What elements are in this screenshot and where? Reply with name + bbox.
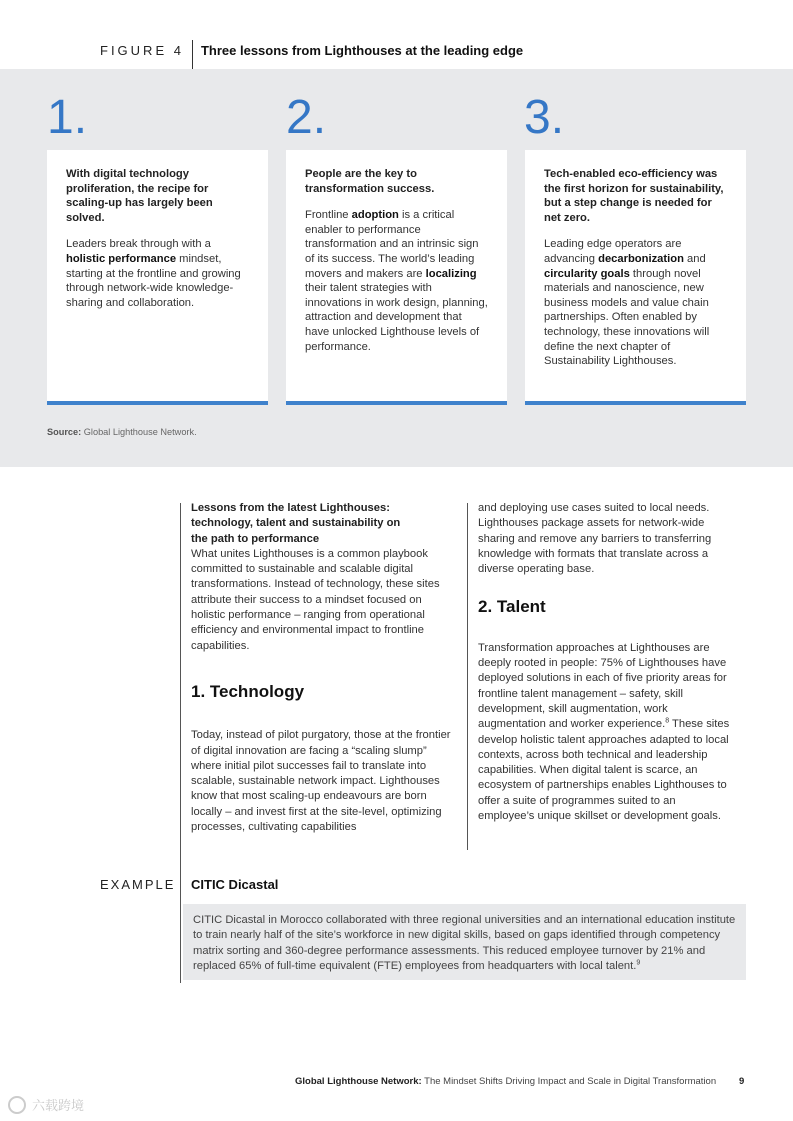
- lesson-card-1: [47, 150, 268, 405]
- emphasis-text: decarbonization: [598, 252, 684, 265]
- card-3-number: 3.: [524, 91, 565, 144]
- lessons-heading: Lessons from the latest Lighthouses: technology, talent and sustainability on the path to performance: [191, 502, 401, 545]
- lesson-card-2: [286, 150, 507, 405]
- footnote-ref: 8: [665, 717, 670, 725]
- watermark: [8, 1095, 84, 1114]
- watermark-text: 六载跨境: [32, 1099, 85, 1114]
- column-rule: [467, 503, 468, 850]
- figure-title: Three lessons from Lighthouses at the leading edge: [200, 43, 524, 58]
- body-text: Leading edge operators are advancing: [544, 238, 682, 265]
- intro-paragraph: What unites Lighthouses is a common playbook committed to sustainable and scalable digital transformations. Instead of technology, these sites attribute their success to a mindset focused on holistic performance – ranging from operational efficiency and environmental impact to frontline capabilities.: [191, 547, 440, 652]
- footnote-ref: 9: [636, 959, 641, 967]
- card-heading: With digital technology proliferation, the recipe for scaling-up has largely been solved.: [66, 168, 213, 224]
- source-label: Source:: [47, 427, 82, 437]
- card-2-number: 2.: [286, 91, 327, 144]
- source-text: Global Lighthouse Network.: [81, 427, 197, 437]
- card-body: [544, 237, 728, 368]
- example-title: CITIC Dicastal: [191, 877, 279, 892]
- footer-title: The Mindset Shifts Driving Impact and Scale in Digital Transformation: [421, 1076, 717, 1087]
- example-label: EXAMPLE: [100, 877, 176, 892]
- example-box: [183, 904, 746, 980]
- body-text: is a critical enabler to performance transformation and an intrinsic sign of its success. The world’s leading movers and makers are: [305, 209, 479, 280]
- figure-label: FIGURE 4: [100, 40, 193, 70]
- technology-paragraph: Today, instead of pilot purgatory, those at the frontier of digital innovation are facing a “scaling slump” where initial pilot successes fail to translate into scalable, sustainable network impact. Lighthouses know that most scaling-up endeavours are born locally – and invest first at the site-level, optimizing processes, cultivating capabilities: [191, 729, 451, 834]
- example-text: CITIC Dicastal in Morocco collaborated with three regional universities and an international education institute to train nearly half of the site’s workforce in new digital skills, based on gaps identified through competency matrix sorting and 360-degree performance assessments. This reduced employee turnover by 21% and replaced 65% of full-time equivalent (FTE) employees from headquarters with local talent.: [193, 914, 736, 972]
- card-body: [305, 208, 489, 354]
- talent-title: 2. Talent: [478, 597, 546, 617]
- page-number: 9: [739, 1076, 745, 1087]
- card-1-number: 1.: [47, 91, 88, 144]
- emphasis-text: circularity goals: [544, 267, 630, 280]
- technology-title: 1. Technology: [191, 681, 305, 701]
- body-text: their talent strategies with innovations in work design, planning, attraction and development that have unlocked Lighthouse levels of performance.: [305, 282, 488, 353]
- left-column: [191, 501, 453, 835]
- page-footer: [295, 1076, 716, 1087]
- talent-text-a: Transformation approaches at Lighthouses are deeply rooted in people: 75% of Lighthouses have deployed solutions in each of five priority areas for frontline talent management – safety, skill development, skill augmentation, work augmentation and worker experience.: [478, 641, 727, 731]
- emphasis-text: holistic performance: [66, 252, 177, 265]
- talent-text-b: These sites develop holistic talent approaches adapted to local contexts, across both technical and leadership capabilities. When digital talent is scarce, an ecosystem of partnerships enables Lighthouses to offer a suite of programmes suited to an employee’s unique skillset or development goals.: [478, 718, 730, 823]
- body-text: Leaders break through with a: [66, 238, 211, 251]
- body-text: Frontline: [305, 209, 352, 222]
- body-text: and: [683, 252, 706, 265]
- body-text: mindset, starting at the frontline and growing through network-wide knowledge-sharing and collaboration.: [66, 252, 241, 309]
- right-column: [478, 501, 730, 824]
- card-body: [66, 237, 250, 310]
- card-heading: Tech-enabled eco-efficiency was the first horizon for sustainability, but a step change is needed for net zero.: [544, 168, 724, 224]
- emphasis-text: adoption: [351, 209, 399, 222]
- talent-paragraph: [478, 641, 730, 825]
- figure-header: [100, 40, 523, 70]
- card-heading: People are the key to transformation success.: [305, 168, 435, 195]
- continuation-paragraph: and deploying use cases suited to local needs. Lighthouses package assets for network-wide sharing and remove any barriers to transferring knowledge with formats that translate across a diverse operating base.: [478, 502, 712, 576]
- lesson-card-3: [525, 150, 746, 405]
- left-rule: [180, 503, 181, 983]
- emphasis-text: localizing: [425, 267, 477, 280]
- footer-publisher: Global Lighthouse Network:: [295, 1076, 422, 1087]
- body-text: through novel materials and nanoscience, new business models and value chain partnerships. Often enabled by technology, these innovations will define the next chapter of Sustainability Lighthouses.: [544, 267, 710, 368]
- watermark-logo-icon: [8, 1096, 26, 1114]
- source-note: [47, 427, 197, 437]
